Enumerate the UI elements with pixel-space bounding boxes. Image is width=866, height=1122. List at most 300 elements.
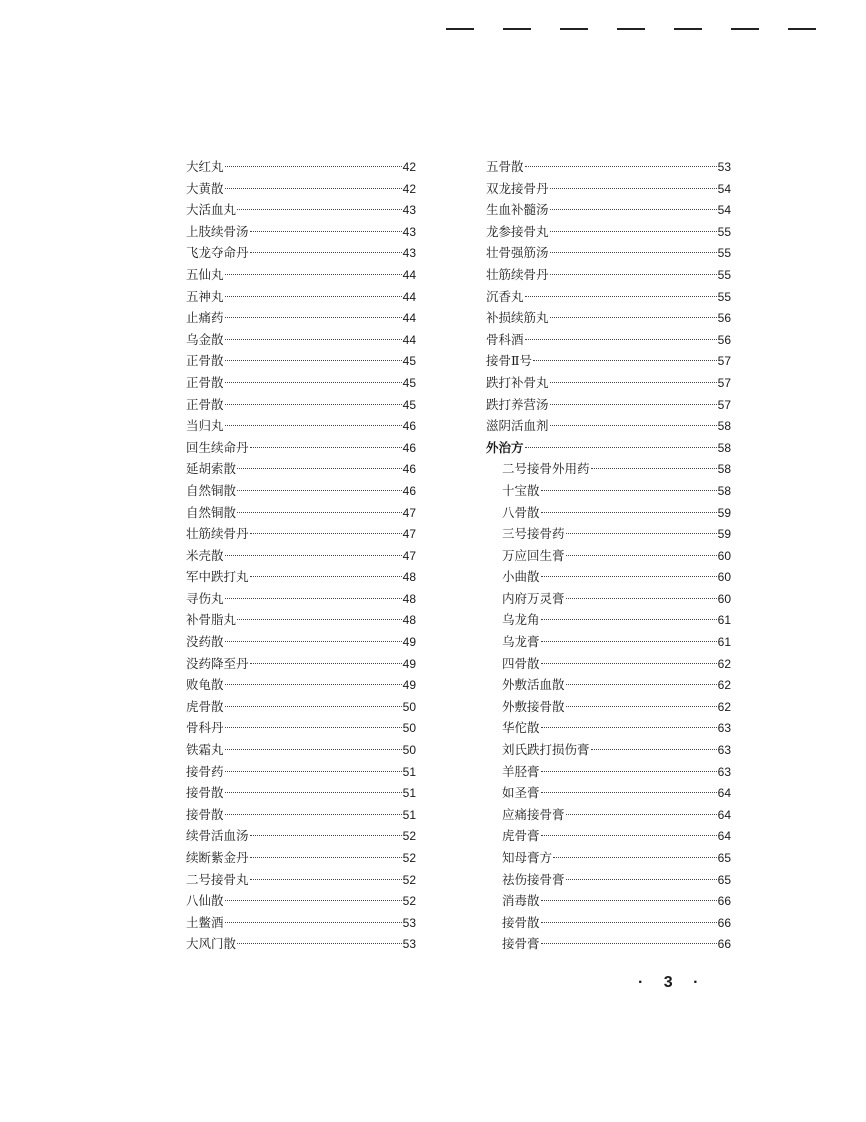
toc-entry-title: 没药散 [186, 634, 224, 650]
toc-entry-page: 42 [402, 181, 416, 196]
dot-leader [225, 922, 402, 923]
toc-entry [486, 631, 731, 653]
toc-entry [186, 415, 416, 437]
toc-entry-title: 知母膏方 [502, 850, 553, 865]
toc-entry-title: 八骨散 [502, 504, 540, 520]
toc-entry-page: 52 [402, 851, 416, 865]
toc-entry [186, 847, 416, 869]
toc-section-heading [486, 437, 731, 459]
toc-entry-page: 46 [402, 440, 416, 455]
toc-entry-page: 54 [717, 203, 731, 218]
toc-entry [486, 523, 731, 545]
dot-leader [225, 792, 402, 793]
toc-entry [486, 480, 731, 502]
dot-leader [225, 814, 402, 815]
toc-entry-page: 58 [717, 483, 731, 498]
dot-leader [541, 490, 717, 491]
dot-leader [550, 404, 717, 405]
toc-entry-page: 46 [402, 483, 416, 498]
toc-entry-title: 壮筋续骨丹 [186, 526, 249, 542]
toc-entry-page: 56 [717, 311, 731, 326]
toc-entry-title: 自然铜散 [186, 482, 237, 498]
toc-entry [486, 156, 731, 178]
dot-leader [225, 641, 402, 642]
header-dash [503, 28, 531, 30]
dot-leader [550, 317, 717, 318]
toc-entry-page: 44 [402, 267, 416, 282]
toc-entry-page: 51 [402, 764, 416, 779]
toc-entry [186, 890, 416, 912]
dot-leader [237, 468, 402, 469]
toc-entry [486, 825, 731, 847]
toc-entry-title: 消毒散 [502, 893, 540, 909]
toc-entry-page: 44 [402, 311, 416, 326]
toc-entry [486, 502, 731, 524]
toc-entry-title: 小曲散 [502, 569, 540, 585]
dot-leader [550, 209, 717, 210]
toc-entry-title: 续骨活血汤 [186, 828, 249, 844]
toc-entry [186, 653, 416, 675]
toc-entry-page: 53 [717, 160, 731, 174]
toc-entry-title: 接骨散 [502, 914, 540, 930]
toc-entry-title: 补损续筋丸 [486, 310, 549, 326]
toc-entry-page: 63 [717, 764, 731, 779]
toc-entry-page: 55 [717, 289, 731, 304]
toc-entry-page: 63 [717, 743, 731, 758]
toc-entry [186, 178, 416, 200]
dot-leader [541, 922, 717, 923]
toc-entry-title: 八仙散 [186, 893, 224, 909]
toc-entry [486, 588, 731, 610]
toc-entry [486, 869, 731, 891]
toc-entry-page: 66 [717, 894, 731, 909]
toc-entry-page: 61 [717, 635, 731, 650]
toc-entry-title: 正骨散 [186, 396, 224, 412]
toc-entry [486, 761, 731, 783]
toc-entry-title: 大活血丸 [186, 202, 237, 218]
toc-entry-title: 补骨脂丸 [186, 612, 237, 628]
header-dash [674, 28, 702, 30]
toc-entry-title: 跌打养营汤 [486, 396, 549, 412]
dot-leader [525, 296, 717, 297]
toc-entry [186, 286, 416, 308]
toc-entry-title: 万应回生膏 [502, 547, 565, 563]
header-dash [731, 28, 759, 30]
toc-entry-page: 49 [402, 656, 416, 671]
dot-leader [225, 555, 402, 556]
toc-entry-page: 51 [402, 786, 416, 801]
toc-entry [186, 825, 416, 847]
dot-leader [250, 447, 402, 448]
toc-entry-page: 52 [402, 894, 416, 909]
toc-entry [486, 286, 731, 308]
toc-entry-title: 壮骨强筋汤 [486, 245, 549, 261]
toc-entry [186, 631, 416, 653]
toc-entry [186, 609, 416, 631]
toc-entry [486, 458, 731, 480]
toc-entry [186, 804, 416, 826]
dot-leader [250, 252, 402, 253]
dot-leader [533, 360, 717, 361]
toc-entry-page: 44 [402, 289, 416, 304]
toc-entry [486, 415, 731, 437]
toc-entry [186, 156, 416, 178]
toc-entry-title: 大风门散 [186, 936, 237, 952]
dot-leader [237, 619, 402, 620]
dot-leader [525, 339, 717, 340]
dot-leader [550, 252, 717, 253]
toc-entry-page: 47 [402, 548, 416, 563]
toc-entry-page: 62 [717, 699, 731, 714]
toc-entry-page: 62 [717, 656, 731, 671]
toc-entry-title: 生血补髓汤 [486, 202, 549, 218]
toc-entry [486, 933, 731, 955]
toc-entry-title: 刘氏跌打损伤膏 [502, 742, 590, 758]
toc-entry-page: 57 [717, 397, 731, 412]
dot-leader [553, 857, 717, 858]
toc-entry [186, 199, 416, 221]
toc-entry-page: 50 [402, 743, 416, 758]
dot-leader [250, 231, 402, 232]
dot-leader [225, 771, 402, 772]
dot-leader [541, 727, 717, 728]
toc-entry-title: 自然铜散 [186, 504, 237, 520]
toc-entry-page: 61 [717, 613, 731, 628]
header-dash [788, 28, 816, 30]
toc-entry-title: 寻伤丸 [186, 590, 224, 606]
toc-entry [186, 933, 416, 955]
dot-leader [566, 879, 717, 880]
toc-entry [186, 480, 416, 502]
toc-entry [186, 674, 416, 696]
toc-entry [486, 221, 731, 243]
toc-entry-page: 55 [717, 224, 731, 239]
dot-leader [541, 943, 717, 944]
toc-entry-title: 外敷活血散 [502, 677, 565, 693]
toc-entry [186, 588, 416, 610]
toc-entry-title: 外治方 [486, 439, 524, 455]
dot-leader [566, 706, 717, 707]
toc-entry [186, 782, 416, 804]
toc-entry-page: 48 [402, 570, 416, 585]
dot-leader [591, 468, 717, 469]
dot-leader [541, 576, 717, 577]
dot-leader [225, 706, 402, 707]
toc-entry-title: 滋阴活血剂 [486, 418, 549, 434]
dot-leader [566, 533, 717, 534]
toc-entry-title: 大红丸 [186, 159, 224, 174]
toc-entry [486, 199, 731, 221]
toc-entry-title: 沉香丸 [486, 288, 524, 304]
toc-entry [186, 329, 416, 351]
toc-entry [486, 307, 731, 329]
dot-leader [225, 900, 402, 901]
toc-entry [186, 523, 416, 545]
toc-entry-title: 乌龙角 [502, 612, 540, 628]
toc-entry-page: 43 [402, 203, 416, 218]
toc-entry-page: 62 [717, 678, 731, 693]
toc-entry-page: 58 [717, 440, 731, 455]
toc-entry-page: 60 [717, 570, 731, 585]
dot-leader [591, 749, 717, 750]
toc-entry-title: 华佗散 [502, 720, 540, 736]
toc-entry-title: 骨科丹 [186, 720, 224, 736]
toc-entry-title: 飞龙夺命丹 [186, 245, 249, 261]
toc-entry-page: 55 [717, 246, 731, 261]
dot-leader [237, 512, 402, 513]
toc-entry-title: 土鳖酒 [186, 914, 224, 930]
dot-leader [541, 641, 717, 642]
toc-entry-title: 乌龙膏 [502, 634, 540, 650]
dot-leader [225, 166, 402, 167]
toc-entry-page: 49 [402, 678, 416, 693]
dot-leader [225, 727, 402, 728]
toc-entry-page: 60 [717, 591, 731, 606]
toc-entry-page: 46 [402, 419, 416, 434]
toc-entry [186, 696, 416, 718]
dot-leader [550, 188, 717, 189]
dot-leader [566, 814, 717, 815]
toc-entry-title: 如圣膏 [502, 785, 540, 801]
toc-entry-page: 52 [402, 829, 416, 844]
toc-entry [186, 372, 416, 394]
toc-entry [186, 394, 416, 416]
toc-entry-page: 57 [717, 354, 731, 369]
toc-entry [486, 242, 731, 264]
dot-leader [541, 512, 717, 513]
toc-entry-page: 65 [717, 851, 731, 865]
toc-entry-page: 53 [402, 937, 416, 952]
toc-entry [186, 717, 416, 739]
toc-entry [186, 242, 416, 264]
toc-entry [486, 653, 731, 675]
dot-leader [250, 879, 402, 880]
toc-entry-title: 上肢续骨汤 [186, 223, 249, 239]
toc-entry [486, 739, 731, 761]
toc-entry-title: 虎骨膏 [502, 828, 540, 844]
dot-leader [225, 317, 402, 318]
toc-entry [186, 566, 416, 588]
toc-entry-title: 内府万灵膏 [502, 590, 565, 606]
dot-leader [541, 663, 717, 664]
toc-entry [186, 912, 416, 934]
toc-entry-title: 接骨Ⅱ号 [486, 353, 532, 369]
toc-entry-page: 45 [402, 397, 416, 412]
toc-entry-page: 45 [402, 375, 416, 390]
toc-entry [186, 761, 416, 783]
toc-entry-page: 59 [717, 505, 731, 520]
dot-leader [225, 296, 402, 297]
header-dash [446, 28, 474, 30]
toc-entry-page: 56 [717, 332, 731, 347]
toc-entry-title: 应痛接骨膏 [502, 806, 565, 822]
toc-entry-page: 57 [717, 375, 731, 390]
toc-entry-title: 续断紫金丹 [186, 850, 249, 865]
toc-entry-page: 43 [402, 224, 416, 239]
toc-entry [486, 350, 731, 372]
toc-entry-page: 53 [402, 915, 416, 930]
toc-entry [486, 329, 731, 351]
toc-entry-title: 接骨膏 [502, 936, 540, 952]
toc-entry-page: 48 [402, 613, 416, 628]
toc-entry [486, 890, 731, 912]
toc-entry-page: 66 [717, 937, 731, 952]
dot-leader [225, 598, 402, 599]
toc-entry [486, 545, 731, 567]
toc-entry-title: 三号接骨药 [502, 526, 565, 542]
toc-entry [486, 609, 731, 631]
toc-entry-title: 双龙接骨丹 [486, 180, 549, 196]
toc-entry-title: 延胡索散 [186, 461, 237, 477]
toc-entry-title: 祛伤接骨膏 [502, 871, 565, 887]
dot-leader [541, 619, 717, 620]
dot-leader [237, 490, 402, 491]
toc-entry-page: 64 [717, 807, 731, 822]
toc-entry [186, 502, 416, 524]
toc-entry [486, 912, 731, 934]
dot-leader [225, 339, 402, 340]
toc-entry [186, 437, 416, 459]
dot-leader [566, 684, 717, 685]
toc-entry-page: 44 [402, 332, 416, 347]
toc-entry [186, 739, 416, 761]
dot-leader [225, 684, 402, 685]
dot-leader [541, 771, 717, 772]
dot-leader [225, 274, 402, 275]
toc-entry-page: 45 [402, 354, 416, 369]
dot-leader [541, 835, 717, 836]
header-dash-rule [446, 10, 816, 30]
toc-entry [186, 869, 416, 891]
toc-entry-title: 没药降至丹 [186, 655, 249, 671]
dot-leader [541, 792, 717, 793]
toc-entry-page: 59 [717, 527, 731, 542]
dot-leader [225, 749, 402, 750]
toc-entry-title: 接骨散 [186, 785, 224, 801]
toc-entry [486, 178, 731, 200]
dot-leader [525, 166, 717, 167]
dot-leader [225, 188, 402, 189]
toc-entry [186, 264, 416, 286]
toc-entry-page: 50 [402, 699, 416, 714]
dot-leader [237, 943, 402, 944]
toc-entry-page: 47 [402, 527, 416, 542]
toc-entry-page: 63 [717, 721, 731, 736]
toc-entry-page: 65 [717, 872, 731, 887]
dot-leader [237, 209, 402, 210]
header-dash [617, 28, 645, 30]
toc-entry-page: 47 [402, 505, 416, 520]
toc-entry-title: 羊胫膏 [502, 763, 540, 779]
dot-leader [541, 900, 717, 901]
toc-entry-page: 43 [402, 246, 416, 261]
toc-entry-page: 58 [717, 462, 731, 477]
dot-leader [225, 382, 402, 383]
dot-leader [250, 576, 402, 577]
dot-leader [550, 274, 717, 275]
toc-entry [186, 350, 416, 372]
toc-entry-title: 五仙丸 [186, 266, 224, 282]
dot-leader [566, 598, 717, 599]
toc-entry [486, 264, 731, 286]
toc-column-left [186, 156, 416, 955]
toc-entry-title: 跌打补骨丸 [486, 374, 549, 390]
toc-entry-title: 止痛药 [186, 310, 224, 326]
toc-entry-title: 回生续命丹 [186, 439, 249, 455]
dot-leader [225, 404, 402, 405]
toc-entry-title: 虎骨散 [186, 698, 224, 714]
toc-entry [486, 696, 731, 718]
dot-leader [550, 425, 717, 426]
toc-entry-page: 66 [717, 915, 731, 930]
toc-entry-title: 败龟散 [186, 677, 224, 693]
toc-entry [486, 804, 731, 826]
toc-entry-title: 五骨散 [486, 159, 524, 174]
toc-entry-title: 壮筋续骨丹 [486, 266, 549, 282]
dot-leader [550, 382, 717, 383]
toc-entry-page: 64 [717, 786, 731, 801]
toc-entry-page: 60 [717, 548, 731, 563]
toc-entry-page: 48 [402, 591, 416, 606]
dot-leader [250, 835, 402, 836]
toc-entry-title: 米壳散 [186, 547, 224, 563]
dot-leader [525, 447, 717, 448]
toc-entry [486, 847, 731, 869]
toc-entry [186, 545, 416, 567]
toc-entry-title: 接骨散 [186, 806, 224, 822]
toc-entry-page: 52 [402, 872, 416, 887]
toc-entry-title: 军中跌打丸 [186, 569, 249, 585]
toc-entry-title: 大黄散 [186, 180, 224, 196]
toc-entry [486, 674, 731, 696]
toc-entry-title: 正骨散 [186, 353, 224, 369]
toc-entry-title: 十宝散 [502, 482, 540, 498]
toc-column-right [486, 156, 731, 955]
toc-entry-page: 42 [402, 160, 416, 174]
dot-leader [225, 360, 402, 361]
dot-leader [225, 425, 402, 426]
toc-entry-title: 龙参接骨丸 [486, 223, 549, 239]
dot-leader [250, 857, 402, 858]
header-dash [560, 28, 588, 30]
toc-entry-page: 64 [717, 829, 731, 844]
toc-entry-title: 二号接骨丸 [186, 871, 249, 887]
toc-entry-page: 58 [717, 419, 731, 434]
toc-entry-page: 50 [402, 721, 416, 736]
dot-leader [250, 663, 402, 664]
dot-leader [566, 555, 717, 556]
toc-entry-page: 55 [717, 267, 731, 282]
toc-entry-title: 接骨药 [186, 763, 224, 779]
toc-entry-page: 46 [402, 462, 416, 477]
toc-entry-title: 正骨散 [186, 374, 224, 390]
toc-entry [486, 717, 731, 739]
toc-entry-title: 二号接骨外用药 [502, 461, 590, 477]
toc-entry [486, 394, 731, 416]
toc-entry-page: 51 [402, 807, 416, 822]
dot-leader [250, 533, 402, 534]
toc-entry-title: 当归丸 [186, 418, 224, 434]
toc-entry-page: 54 [717, 181, 731, 196]
toc-entry-title: 五神丸 [186, 288, 224, 304]
toc-entry [186, 221, 416, 243]
toc-entry-title: 外敷接骨散 [502, 698, 565, 714]
toc-entry [186, 458, 416, 480]
toc-entry-page: 49 [402, 635, 416, 650]
dot-leader [550, 231, 717, 232]
toc-entry-title: 铁霜丸 [186, 742, 224, 758]
toc-entry-title: 骨科酒 [486, 331, 524, 347]
